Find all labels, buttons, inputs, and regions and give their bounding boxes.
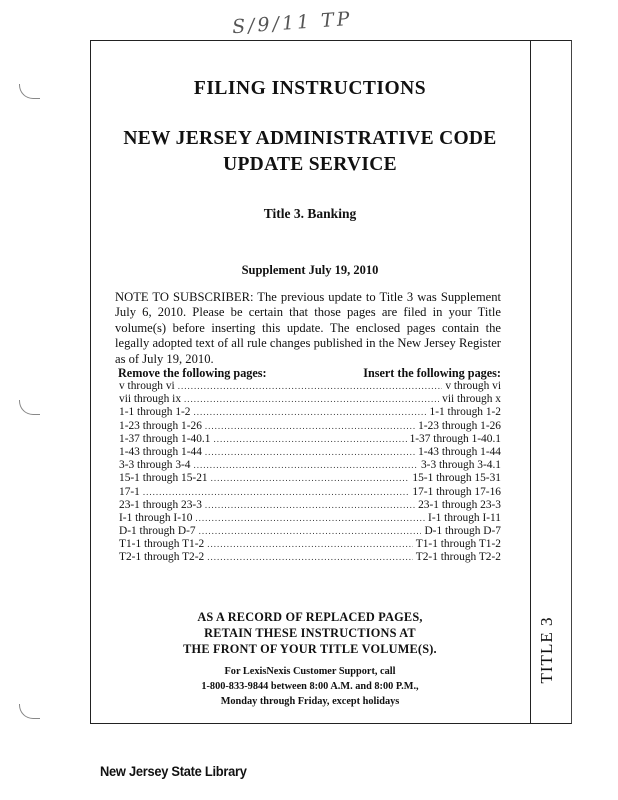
support-line-3: Monday through Friday, except holidays <box>220 696 400 707</box>
insert-pages-cell: 17-1 through 17-16 <box>412 485 501 498</box>
supplement-date: Supplement July 19, 2010 <box>241 263 379 277</box>
table-row <box>115 551 501 564</box>
remove-pages-cell: 1-23 through 1-26 <box>119 419 202 432</box>
table-row <box>115 525 501 538</box>
page-title: FILING INSTRUCTIONS <box>193 78 427 99</box>
table-row <box>115 512 501 525</box>
table-row <box>115 433 501 446</box>
dot-leader <box>205 420 415 433</box>
dot-leader <box>207 538 413 551</box>
page-list <box>115 380 501 565</box>
remove-pages-cell: I-1 through I-10 <box>119 511 193 524</box>
subscriber-note: NOTE TO SUBSCRIBER: The previous update to Title 3 was Supplement July 6, 2010. Please be certain that those pages are filed in your Title volume(s) before inserting this update. The enclosed pages contain the legally adopted text of all rule changes published in the New Jersey Register as of July 19, 2010. <box>115 290 501 366</box>
remove-pages-cell: vii through ix <box>119 393 182 406</box>
table-row <box>115 393 501 406</box>
insert-pages-cell: 1-1 through 1-2 <box>429 406 501 419</box>
dot-leader <box>211 472 410 485</box>
remove-pages-cell: 15-1 through 15-21 <box>119 472 208 485</box>
remove-pages-cell: 3-3 through 3-4 <box>119 459 191 472</box>
insert-pages-cell: v through vi <box>445 380 501 392</box>
handwritten-stamp: S/9/11 TP <box>231 7 354 39</box>
support-line-2: 1-800-833-9844 between 8:00 A.M. and 8:00 P.M., <box>201 681 419 692</box>
dot-leader <box>195 512 425 525</box>
table-row <box>115 446 501 459</box>
insert-pages-cell: 3-3 through 3-4.1 <box>420 459 501 472</box>
insert-pages-cell: 23-1 through 23-3 <box>418 498 501 511</box>
table-row <box>115 406 501 419</box>
dot-leader <box>143 486 410 499</box>
dot-leader <box>184 393 439 406</box>
table-row <box>115 499 501 512</box>
insert-pages-cell: vii through x <box>442 393 501 406</box>
insert-pages-cell: 15-1 through 15-31 <box>412 472 501 485</box>
remove-pages-cell: 1-43 through 1-44 <box>119 445 202 458</box>
title-subtitle: Title 3. Banking <box>263 206 357 221</box>
dot-leader <box>194 459 418 472</box>
dot-leader <box>205 499 415 512</box>
dot-leader <box>194 406 427 419</box>
insert-heading: Insert the following pages: <box>363 366 501 380</box>
title-tab-label: TITLE 3 <box>537 616 556 684</box>
table-row <box>115 486 501 499</box>
library-footer: New Jersey State Library <box>100 763 247 779</box>
dot-leader <box>178 380 443 393</box>
remove-pages-cell: 1-37 through 1-40.1 <box>119 432 211 445</box>
insert-pages-cell: I-1 through I-11 <box>428 511 501 524</box>
insert-pages-cell: 1-23 through 1-26 <box>418 419 501 432</box>
insert-pages-cell: 1-37 through 1-40.1 <box>409 432 501 445</box>
support-line-1: For LexisNexis Customer Support, call <box>224 666 396 677</box>
table-row <box>115 420 501 433</box>
remove-pages-cell: 23-1 through 23-3 <box>119 498 202 511</box>
remove-pages-cell: v through vi <box>119 380 175 392</box>
record-notice-line-1: AS A RECORD OF REPLACED PAGES, <box>197 610 423 624</box>
binder-hole-mark <box>19 400 40 415</box>
record-notice-line-2: RETAIN THESE INSTRUCTIONS AT <box>204 626 416 640</box>
remove-heading: Remove the following pages: <box>118 366 267 380</box>
remove-pages-cell: 17-1 <box>119 485 140 498</box>
dot-leader <box>213 433 406 446</box>
table-row <box>115 538 501 551</box>
remove-pages-cell: T2-1 through T2-2 <box>119 551 205 564</box>
dot-leader <box>207 551 413 564</box>
remove-pages-cell: D-1 through D-7 <box>119 525 196 538</box>
record-notice-line-3: THE FRONT OF YOUR TITLE VOLUME(S). <box>183 642 437 656</box>
remove-pages-cell: 1-1 through 1-2 <box>119 406 191 419</box>
code-title-line-2: UPDATE SERVICE <box>223 154 397 175</box>
remove-pages-cell: T1-1 through T1-2 <box>119 538 205 551</box>
binder-hole-mark <box>19 84 40 99</box>
code-title-line-1: NEW JERSEY ADMINISTRATIVE CODE <box>123 128 497 149</box>
table-row <box>115 380 501 393</box>
dot-leader <box>199 525 422 538</box>
insert-pages-cell: T2-1 through T2-2 <box>415 551 501 564</box>
dot-leader <box>205 446 415 459</box>
table-row <box>115 472 501 485</box>
insert-pages-cell: 1-43 through 1-44 <box>418 445 501 458</box>
binder-hole-mark <box>19 704 40 719</box>
insert-pages-cell: D-1 through D-7 <box>424 525 501 538</box>
insert-pages-cell: T1-1 through T1-2 <box>415 538 501 551</box>
table-row <box>115 459 501 472</box>
